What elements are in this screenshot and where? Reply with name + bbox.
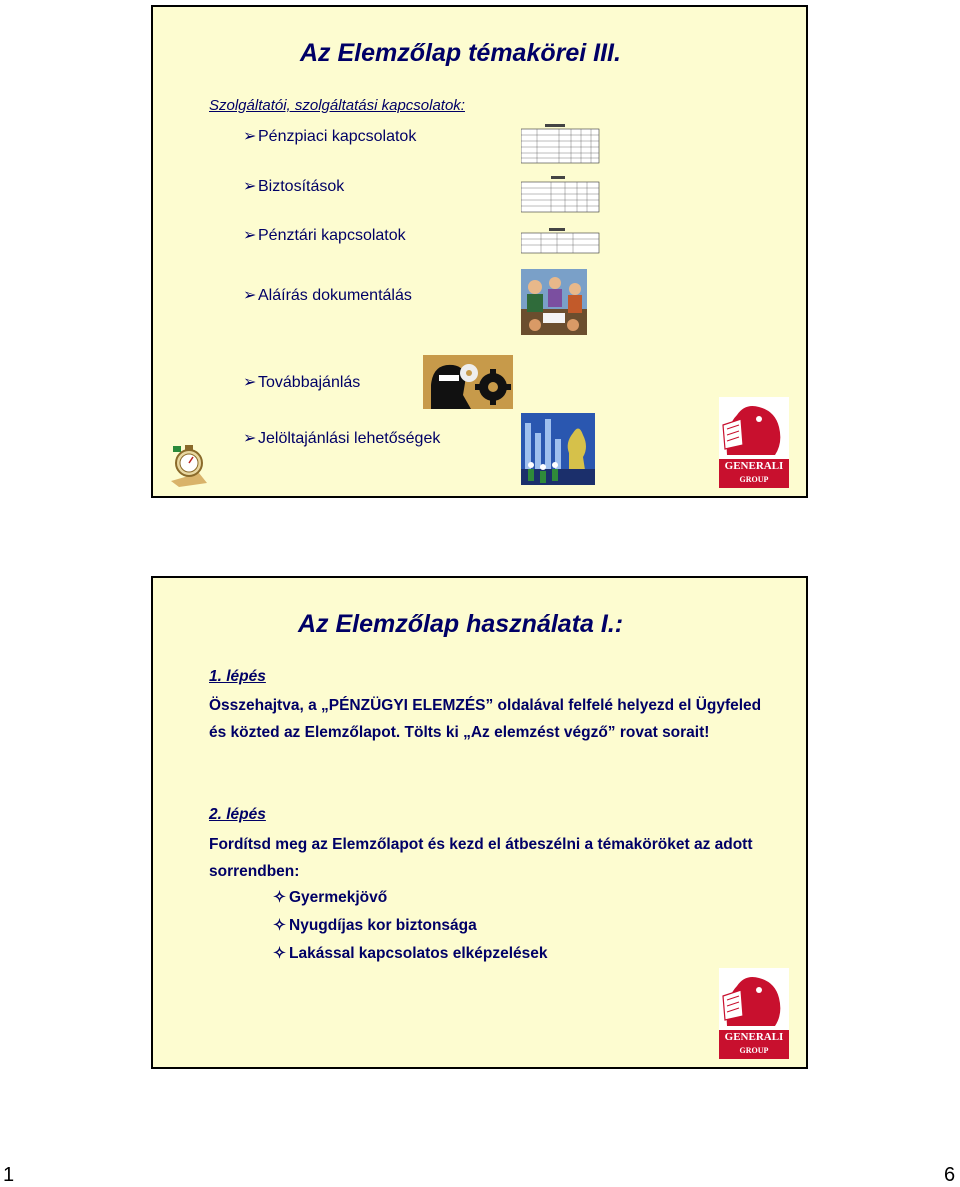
slide-usage-1: [151, 576, 808, 1069]
star-bullet-icon: ✧: [273, 889, 286, 906]
slide-title: Az Elemzőlap használata I.:: [298, 610, 624, 638]
bullet-item: ➢Továbbajánlás: [243, 374, 361, 391]
stopwatch-icon: [169, 443, 209, 487]
page-number-right: 6: [944, 1164, 956, 1186]
step-2-text: Fordítsd meg az Elemzőlapot és kezd el átbeszélni a témaköröket az adott sorrendben:: [209, 836, 753, 880]
slide-subheading: Szolgáltatói, szolgáltatási kapcsolatok:: [209, 97, 465, 114]
slide-topics-3: [151, 5, 808, 498]
arrow-bullet-icon: ➢: [243, 178, 257, 195]
generali-logo: GENERALI GROUP: [719, 397, 789, 487]
step-2-label: 2. lépés: [209, 806, 266, 823]
arrow-bullet-icon: ➢: [243, 128, 257, 145]
business-meeting-image: [521, 269, 587, 335]
star-bullet-icon: ✧: [273, 945, 286, 962]
form-table-thumbnail: [521, 123, 601, 165]
bullet-item: ➢Pénztári kapcsolatok: [243, 227, 406, 244]
ideas-gears-image: [423, 355, 513, 409]
step-1-text: Összehajtva, a „PÉNZÜGYI ELEMZÉS” oldalával felfelé helyezd el Ügyfeled és közted az Elemzőlapot. Tölts ki „Az elemzést végző” rovat sorait!: [209, 697, 762, 741]
bullet-item: ➢Pénzpiaci kapcsolatok: [243, 128, 417, 145]
arrow-bullet-icon: ➢: [243, 374, 257, 391]
finance-chess-image: [521, 413, 595, 485]
star-bullet-icon: ✧: [273, 917, 286, 934]
form-table-thumbnail: [521, 174, 601, 216]
step-1-label: 1. lépés: [209, 668, 266, 685]
slide-title: Az Elemzőlap témakörei III.: [300, 39, 621, 67]
page-number-left: 1: [3, 1164, 15, 1186]
topic-item: ✧ Nyugdíjas kor biztonsága: [273, 917, 477, 934]
arrow-bullet-icon: ➢: [243, 287, 257, 304]
generali-logo: GENERALI GROUP: [719, 968, 789, 1058]
topic-item: ✧ Gyermekjövő: [273, 889, 388, 906]
bullet-item: ➢Biztosítások: [243, 178, 345, 195]
bullet-item: ➢Jelöltajánlási lehetőségek: [243, 430, 441, 447]
arrow-bullet-icon: ➢: [243, 430, 257, 447]
form-table-thumbnail: [521, 227, 601, 257]
topic-item: ✧ Lakással kapcsolatos elképzelések: [273, 945, 548, 962]
arrow-bullet-icon: ➢: [243, 227, 257, 244]
bullet-item: ➢Aláírás dokumentálás: [243, 287, 412, 304]
